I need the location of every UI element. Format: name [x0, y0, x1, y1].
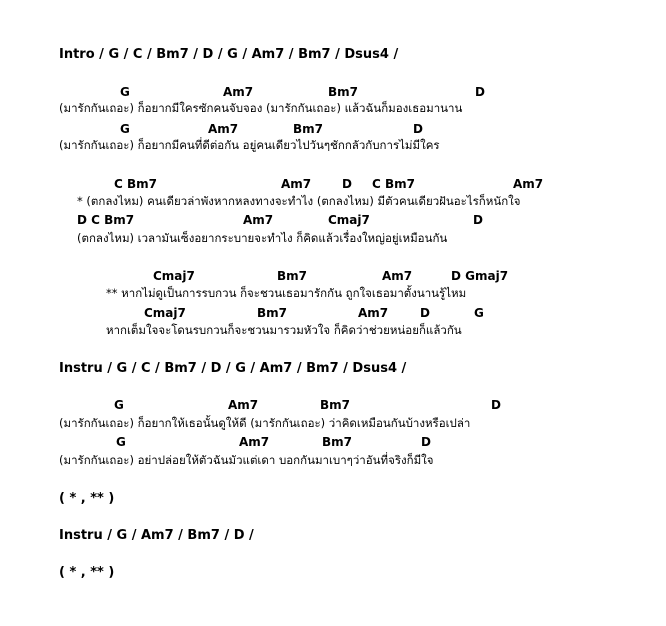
chord: D Gmaj7 — [451, 269, 509, 283]
chord: G — [474, 306, 484, 320]
chord: D — [421, 435, 431, 449]
chord: Bm7 — [328, 85, 358, 99]
chord: Bm7 — [293, 122, 323, 136]
chord: Am7 — [228, 398, 259, 412]
chord: G — [120, 122, 130, 136]
chord: Am7 — [223, 85, 254, 99]
chord: Am7 — [239, 435, 270, 449]
lyric-line: ** หากไม่ดูเป็นการรบกวน ก็จะชวนเธอมารักกัน ถูกใจเธอมาตั้งนานรู้ไหม — [106, 286, 467, 300]
chord: D — [420, 306, 430, 320]
lyric-line: (มารักกันเถอะ) อย่าปล่อยให้ตัวฉันมัวแต่เดา บอกกันมาเบาๆว่าอันที่จริงก็มีใจ — [59, 453, 434, 467]
chord: Cmaj7 — [144, 306, 186, 320]
intro-line: Intro / G / C / Bm7 / D / G / Am7 / Bm7 / Dsus4 / — [59, 47, 399, 62]
lyric-line: (มารักกันเถอะ) ก็อยากมีคนที่ดีต่อกัน อยู่คนเดียวไปวันๆชักกลัวกับการไม่มีใคร — [59, 138, 440, 152]
chord: Cmaj7 — [153, 269, 195, 283]
chord: Am7 — [358, 306, 389, 320]
chord: G — [116, 435, 126, 449]
instru-line: Instru / G / C / Bm7 / D / G / Am7 / Bm7 / Dsus4 / — [59, 361, 407, 376]
chord: Bm7 — [322, 435, 352, 449]
chord: Am7 — [208, 122, 239, 136]
chord: D — [413, 122, 423, 136]
lyric-line: (ตกลงไหม) เวลามันเซ็งอยากระบายจะทำไง ก็คิดแล้วเรื่องใหญ่อยู่เหมือนกัน — [77, 231, 448, 245]
chord: Bm7 — [277, 269, 307, 283]
repeat-marker: ( * , ** ) — [59, 565, 115, 580]
chord: Am7 — [382, 269, 413, 283]
chord: C Bm7 — [372, 177, 415, 191]
lyric-line: (มารักกันเถอะ) ก็อยากมีใครซักคนจับจอง (มารักกันเถอะ) แล้วฉันก็มองเธอมานาน — [59, 101, 463, 115]
chord: Am7 — [513, 177, 544, 191]
chord: Bm7 — [320, 398, 350, 412]
lyric-line: (มารักกันเถอะ) ก็อยากให้เธอนั้นดูให้ดี (มารักกันเถอะ) ว่าคิดเหมือนกันบ้างหรือเปล่า — [59, 416, 471, 430]
lyric-line: หากเต็มใจจะโดนรบกวนก็จะชวนมารวมหัวใจ ก็คิดว่าช่วยหน่อยก็แล้วกัน — [106, 323, 462, 337]
chord: D — [473, 213, 483, 227]
chord: G — [114, 398, 124, 412]
chord: C Bm7 — [114, 177, 157, 191]
chord: D — [342, 177, 352, 191]
chord: Am7 — [243, 213, 274, 227]
chord: D — [491, 398, 501, 412]
instru-line: Instru / G / Am7 / Bm7 / D / — [59, 528, 254, 543]
chord: Bm7 — [257, 306, 287, 320]
chord: Am7 — [281, 177, 312, 191]
chord: D C Bm7 — [77, 213, 135, 227]
chord: D — [475, 85, 485, 99]
chord: G — [120, 85, 130, 99]
chord: Cmaj7 — [328, 213, 370, 227]
repeat-marker: ( * , ** ) — [59, 491, 115, 506]
lyric-line: * (ตกลงไหม) คนเดียวล่าพังหากหลงทางจะทำไง (ตกลงไหม) มีตัวคนเดียวฝันอะไรก็หนักใจ — [77, 194, 521, 208]
